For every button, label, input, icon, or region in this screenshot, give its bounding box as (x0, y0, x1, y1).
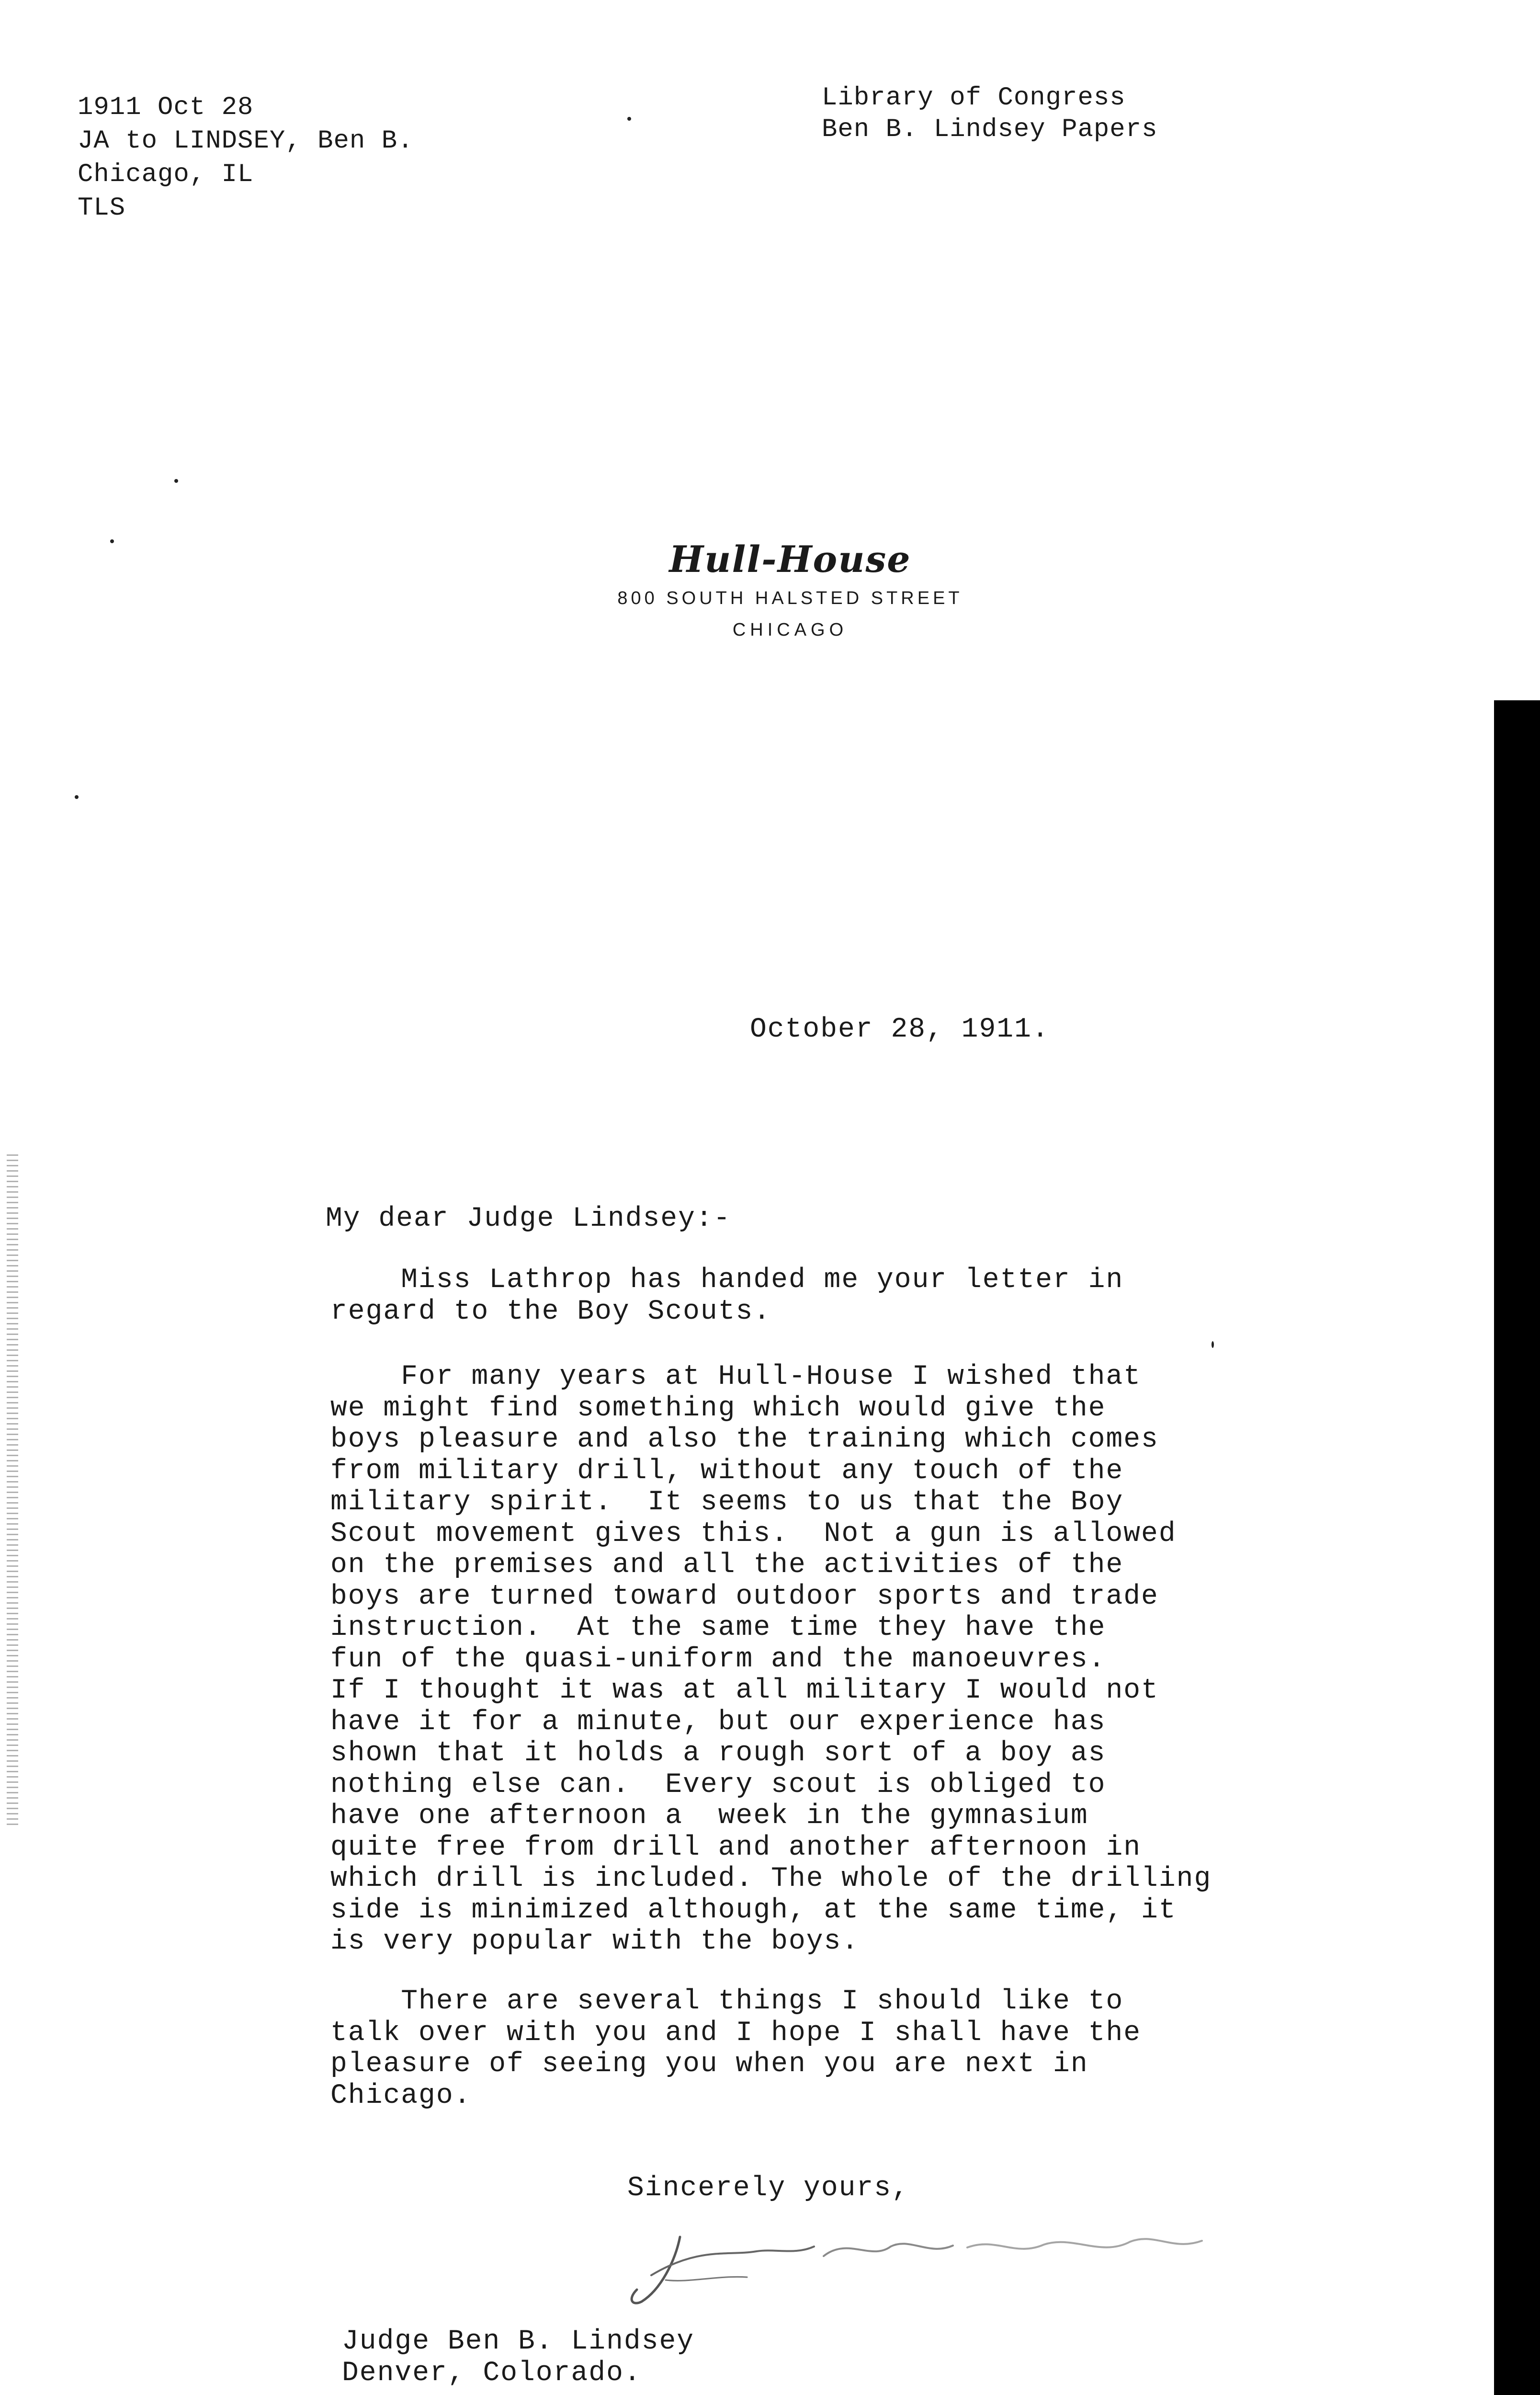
archive-date: 1911 Oct 28 (78, 93, 254, 122)
scan-speck (110, 539, 114, 543)
letterhead-address: 800 SOUTH HALSTED STREET (617, 588, 963, 608)
scan-margin-noise (7, 1154, 18, 1825)
closing: Sincerely yours, (627, 2173, 909, 2204)
scan-speck (1212, 1341, 1214, 1348)
letterhead (527, 536, 1053, 646)
letterhead-name: Hull-House (669, 538, 911, 581)
paragraph-3: There are several things I should like to talk over with you and I hope I shall have the pleasure of seeing you when you are next in Chicago. (330, 1986, 1142, 2111)
paragraph-2: For many years at Hull-House I wished that we might find something which would give the boys pleasure and also the training which comes from military drill, without any touch of the military spirit. It seems to us that the Boy Scout movement gives this. Not a gun is allowed on the premises and all the activities of the boys are turned toward outdoor sports and trade instruction. At the same time they have the fun of the quasi-uniform and the manoeuvres. If I thought it was at all military I would not have it for a minute, but our experience has shown that it holds a rough sort of a boy as nothing else can. Every scout is obliged to have one afternoon a week in the gymnasium quite free from drill and another afternoon in which drill is included. The whole of the drilling side is minimized although, at the same time, it is very popular with the boys. (330, 1361, 1212, 1957)
letter-date: October 28, 1911. (750, 1014, 1050, 1045)
archive-doc-type: TLS (78, 194, 126, 223)
archival-metadata (78, 91, 414, 225)
collection-name: Ben B. Lindsey Papers (822, 115, 1158, 144)
letterhead-city: CHICAGO (732, 620, 848, 640)
scan-speck (75, 795, 79, 799)
archive-correspondents: JA to LINDSEY, Ben B. (78, 126, 414, 156)
scan-edge-shadow (1494, 700, 1540, 2395)
recipient-address: Judge Ben B. Lindsey Denver, Colorado. (342, 2326, 695, 2389)
scan-speck (627, 117, 631, 121)
archival-repository (822, 82, 1158, 146)
handwritten-signature (623, 2218, 1226, 2314)
paragraph-1: Miss Lathrop has handed me your letter in regard to the Boy Scouts. (330, 1265, 1124, 1327)
archive-place: Chicago, IL (78, 160, 254, 189)
repository-name: Library of Congress (822, 83, 1126, 113)
scan-speck (174, 479, 178, 483)
salutation: My dear Judge Lindsey:- (326, 1203, 731, 1234)
